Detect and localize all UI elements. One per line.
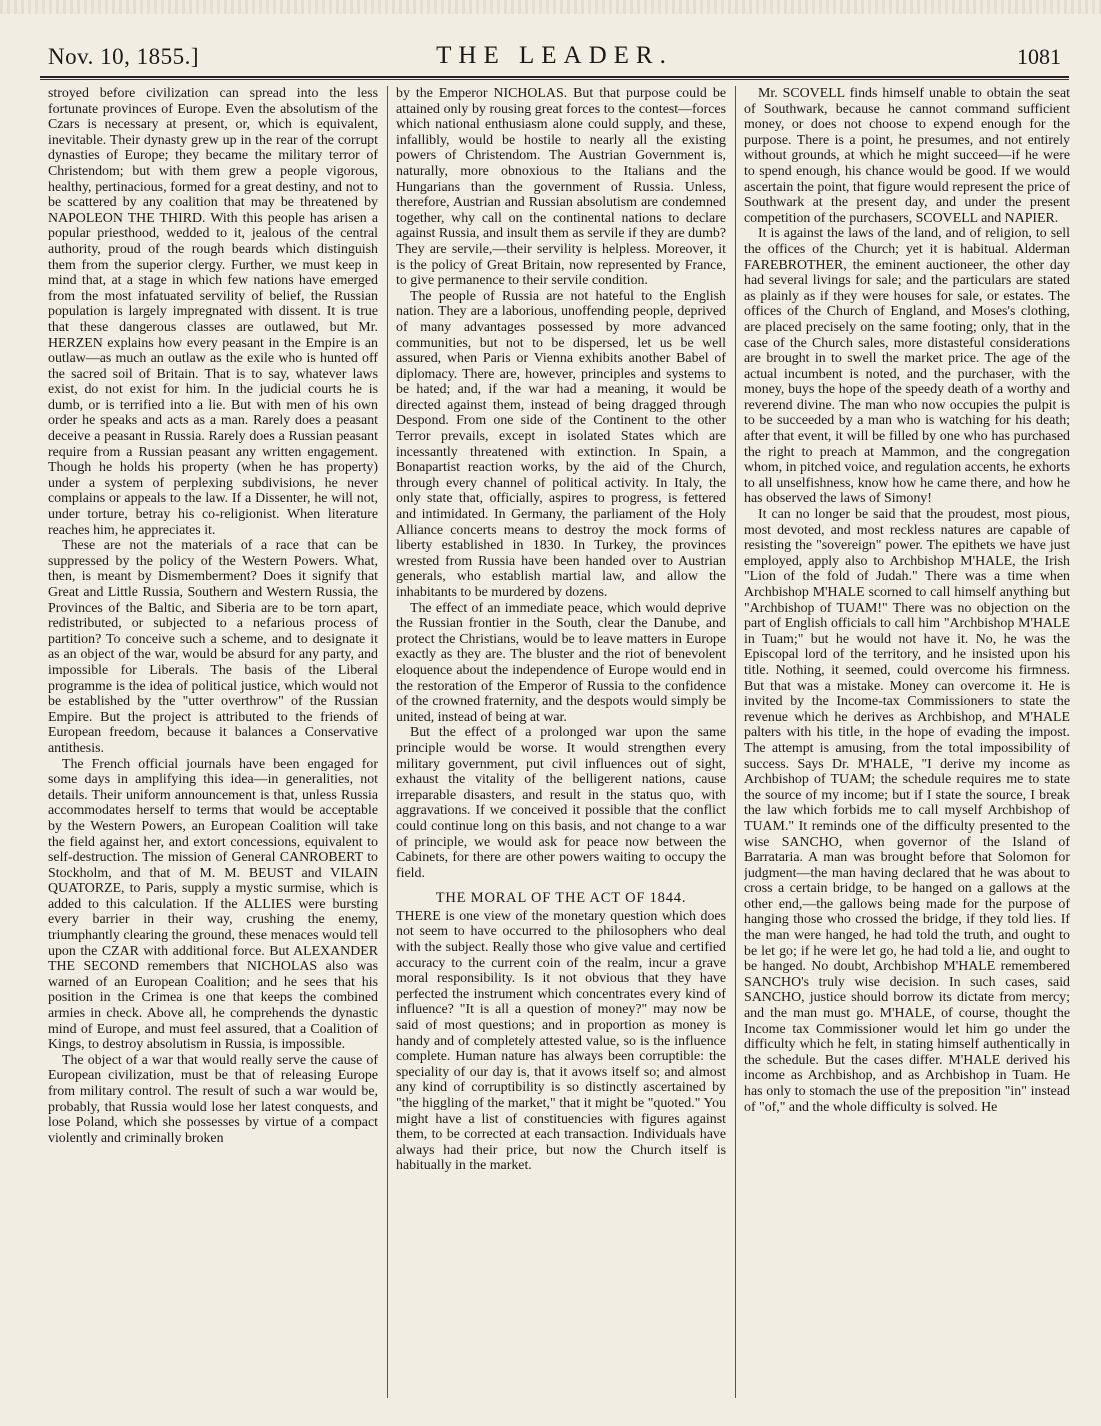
- page-header: [40, 40, 1069, 82]
- paragraph: It can no longer be said that the proudest, most pious, most devoted, and most reckless natures are capable of resisting the "sovereign" power. The epithets we have just employed, apply also to Archbishop M'HALE, the Irish "Lion of the fold of Judah." There was a time when Archbishop M'HALE scorned to call himself anything but "Archbishop of TUAM!" There was no objection on the part of English officials to call him "Archbishop M'HALE in Tuam;" but he would not have it. No, he was the Episcopal lord of the territory, and he insisted upon his title. Nothing, it seemed, could overcome his firmness. But that was a mistake. Money can overcome it. He is invited by the Income-tax Commissioners to state the revenue which he derives as Archbishop, and M'HALE palters with his title, in the hope of evading the impost. The attempt is amusing, from the total impossibility of success. Says Dr. M'HALE, "I derive my income as Archbishop of TUAM; the schedule requires me to state the source of my income; but if I state the source, I break the law which forbids me to call myself Archbishop of TUAM." It reminds one of the difficulty presented to the wise SANCHO, when governor of the Island of Barrataria. A man was brought before that Solomon for judgment—the man having declared that he was about to cross a certain bridge, to be hanged on a gallows at the other end,—the gallows being made for the purpose of hanging those who crossed the bridge, if they told lies. If the man were hanged, he had told the truth, and ought to be let go; if he were let go, he had told a lie, and ought to be hanged. No doubt, Archbishop M'HALE remembered SANCHO's truly wise decision. In such cases, said SANCHO, justice should borrow its dictate from mercy; and the man must go. M'HALE, of course, thought the Income tax Commissioner would let him go under the difficulty which he felt, in stating himself authentically in the schedule. But the cases differ. M'HALE derived his income as Archbishop, and as Archbishop in Tuam. He has only to stomach the use of the preposition "in" instead of "of," and the whole difficulty is solved. He: [744, 507, 1070, 1115]
- paragraph: These are not the materials of a race that can be suppressed by the policy of the Western Powers. What, then, is meant by Dismemberment? Does it signify that Great and Little Russia, Southern and Western Russia, the Provinces of the Baltic, and Siberia are to be torn apart, redistributed, or subjected to a nefarious process of partition? To conceive such a scheme, and to designate it as an object of the war, would be absurd for any party, and impossible for Liberals. The basis of the Liberal programme is the idea of political justice, which would not be established by the "utter overthrow" of the Russian Empire. But the project is attributed to the friends of European freedom, because it balances a Conservative antithesis.: [48, 538, 378, 756]
- paragraph: The object of a war that would really serve the cause of European civilization, must be that of releasing Europe from military control. The result of such a war would be, probably, that Russia would lose her latest conquests, and lose Poland, which she possesses by virtue of a compact violently and criminally broken: [48, 1052, 378, 1146]
- column-1: [48, 86, 378, 1398]
- paragraph: It is against the laws of the land, and of religion, to sell the offices of the Church; yet it is habitual. Alderman FAREBROTHER, the eminent auctioneer, the other day had several livings for sale; and the particulars are stated as plainly as if they were houses for sale, or estates. The offices of the Church of England, and Moses's clothing, are placed precisely on the same footing; only, that in the case of the Church sales, more distasteful considerations are brought in to swell the market price. The age of the actual incumbent is noted, and the purchaser, with the money, buys the hope of the speedy death of a worthy and reverend divine. The man who now occupies the pulpit is to be succeeded by a man who is watching for his death; after that event, it will be filled by one who has purchased the right to preach at Mammon, and the congregation whom, in pitched voice, and regulation accents, he exhorts to all unselfishness, know how he came there, and how he has observed the laws of Simony!: [744, 226, 1070, 507]
- article-columns: [36, 86, 1072, 1398]
- paragraph: THERE is one view of the monetary question which does not seem to have occurred to the philosophers who deal with the subject. Really those who give value and certified accuracy to the current coin of the realm, incur a grave moral responsibility. Is it not obvious that they have perfected the instrument which concentrates every kind of influence? "It is all a question of money?" may now be said of most questions; and in proportion as money is handy and of completely attested value, so is the influence complete. Human nature has always been corruptible: the speciality of our day is, that it avows itself so; and almost any kind of corruptibility is so distinctly ascertained by "the higgling of the market," that it might be "quoted." You might have a list of constituencies with figures against them, to be corrected at each transaction. Individuals have always had their price, but now the Church itself is habitually in the market.: [396, 908, 726, 1174]
- page-number: 1081: [1017, 44, 1061, 69]
- paragraph: The effect of an immediate peace, which would deprive the Russian frontier in the South, clear the Danube, and protect the Christians, would be to leave matters in Europe exactly as they are. The bluster and the riot of benevolent eloquence about the independence of Europe would end in the restoration of the Emperor of Russia to the confidence of the crowned fraternity, and the despots would simply be united, instead of being at war.: [396, 600, 726, 725]
- column-divider: [735, 86, 736, 1398]
- header-rule: [40, 76, 1069, 78]
- paragraph: The people of Russia are not hateful to the English nation. They are a laborious, unoffending people, deprived of many advantages possessed by more advanced communities, but not to be dispersed, let us be well assured, when Paris or Vienna exhibits another Babel of diplomacy. There are, however, principles and systems to be hated; and, if the war had a meaning, it would be directed against them, instead of being dragged through Despond. From one side of the Continent to the other Terror prevails, except in isolated States which are incessantly threatened with extinction. In Spain, a Bonapartist reaction works, by the aid of the Church, through every channel of political activity. In Italy, the only state that, officially, aspires to progress, is fettered and intimidated. In Germany, the parliament of the Holy Alliance concerts means to destroy the mock forms of liberty established in 1830. In Turkey, the provinces wrested from Russia have been handed over to Austrian generals, who establish martial law, and allow the inhabitants to be murdered by dozens.: [396, 288, 726, 600]
- masthead-title: THE LEADER.: [436, 42, 673, 69]
- issue-date: Nov. 10, 1855.]: [48, 44, 200, 69]
- column-2: [396, 86, 726, 1398]
- column-3: [744, 86, 1070, 1398]
- paragraph: But the effect of a prolonged war upon the same principle would be worse. It would strengthen every military government, put civil influences out of sight, exhaust the vitality of the belligerent nations, cause irreparable disasters, and result in the status quo, with aggravations. If we conceived it possible that the conflict could continue long on this basis, and not change to a war of principle, we would ask for peace now between the Cabinets, for there are other powers waiting to occupy the field.: [396, 725, 726, 881]
- paragraph: The French official journals have been engaged for some days in amplifying this idea—in generalities, not details. Their uniform announcement is that, unless Russia accommodates herself to terms that would be acceptable by the Western Powers, an European Coalition will take the field against her, and extort concessions, equivalent to self-destruction. The mission of General CANROBERT to Stockholm, and that of M. M. BEUST and VILAIN QUATORZE, to Paris, supply a mystic surmise, which is added to this calculation. If the ALLIES were bursting every barrier in their way, crushing the enemy, triumphantly clearing the ground, these menaces would tell upon the CZAR with additional force. But ALEXANDER THE SECOND remembers that NICHOLAS also was warned of an European Coalition; and he sees that his position in the Crimea is one that keeps the combined armies in check. Above all, he comprehends the dynastic mind of Europe, and must feel assured, that a Coalition of Kings, to destroy absolutism in Russia, is impossible.: [48, 756, 378, 1053]
- paragraph: by the Emperor NICHOLAS. But that purpose could be attained only by rousing great forces to the contest—forces which national enthusiasm alone could supply, and these, infallibly, would be hostile to nearly all the existing powers of Christendom. The Austrian Government is, naturally, more obnoxious to the Italians and the Hungarians than the government of Russia. Unless, therefore, Austrian and Russian absolutism are condemned together, why call on the continental nations to declare against Russia, and insult them as servile if they are dumb? They are servile,—their servility is helpless. Moreover, it is the policy of Great Britain, now represented by France, to give permanence to their servile condition.: [396, 86, 726, 289]
- scan-edge: [0, 0, 1101, 14]
- column-divider: [387, 86, 388, 1398]
- paragraph: stroyed before civilization can spread into the less fortunate provinces of Europe. Even the absolutism of the Czars is necessary at present, or, which is equivalent, inevitable. Their dynasty grew up in the rear of the corrupt dynasties of Europe; they became the military terror of Christendom; but with them grew a people vigorous, healthy, pertinacious, formed for a great destiny, and not to be scattered by any coalition that may be threatened by NAPOLEON THE THIRD. With this people has arisen a popular priesthood, wedded to it, jealous of the central authority, proud of the rough beards which distinguish them from the superior clergy. Further, we must keep in mind that, at a stage in which few nations have emerged from the most infatuated servility of belief, the Russian population is largely impregnated with dissent. It is true that these dangerous classes are outlawed, but Mr. HERZEN explains how every peasant in the Empire is an outlaw—as much an outlaw as the exile who is hunted off the sacred soil of Britain. That is to say, whatever laws exist, do not exist for him. In the judicial courts he is dumb, or is terrified into a lie. But with men of his own order he speaks and acts as a man. Rarely does a peasant deceive a peasant in Russia. Rarely does a Russian peasant require from a Russian peasant any written engagement. Though he holds his property (when he has property) under a system of perplexing subdivisions, he never complains or appeals to the law. If a Dissenter, he will not, under torture, betray his co-religionist. When literature reaches him, he appreciates it.: [48, 86, 378, 538]
- paragraph: Mr. SCOVELL finds himself unable to obtain the seat of Southwark, because he cannot command sufficient money, or does not choose to expend enough for the purpose. There is a point, he presumes, and not entirely without grounds, at which he might succeed—if he were to spend enough, his chance would be good. If we would ascertain the point, that figure would represent the price of Southwark at the present day, and under the present competition of the purchasers, SCOVELL and NAPIER.: [744, 86, 1070, 226]
- article-heading: THE MORAL OF THE ACT OF 1844.: [435, 890, 687, 907]
- header-rule-thin: [40, 79, 1069, 80]
